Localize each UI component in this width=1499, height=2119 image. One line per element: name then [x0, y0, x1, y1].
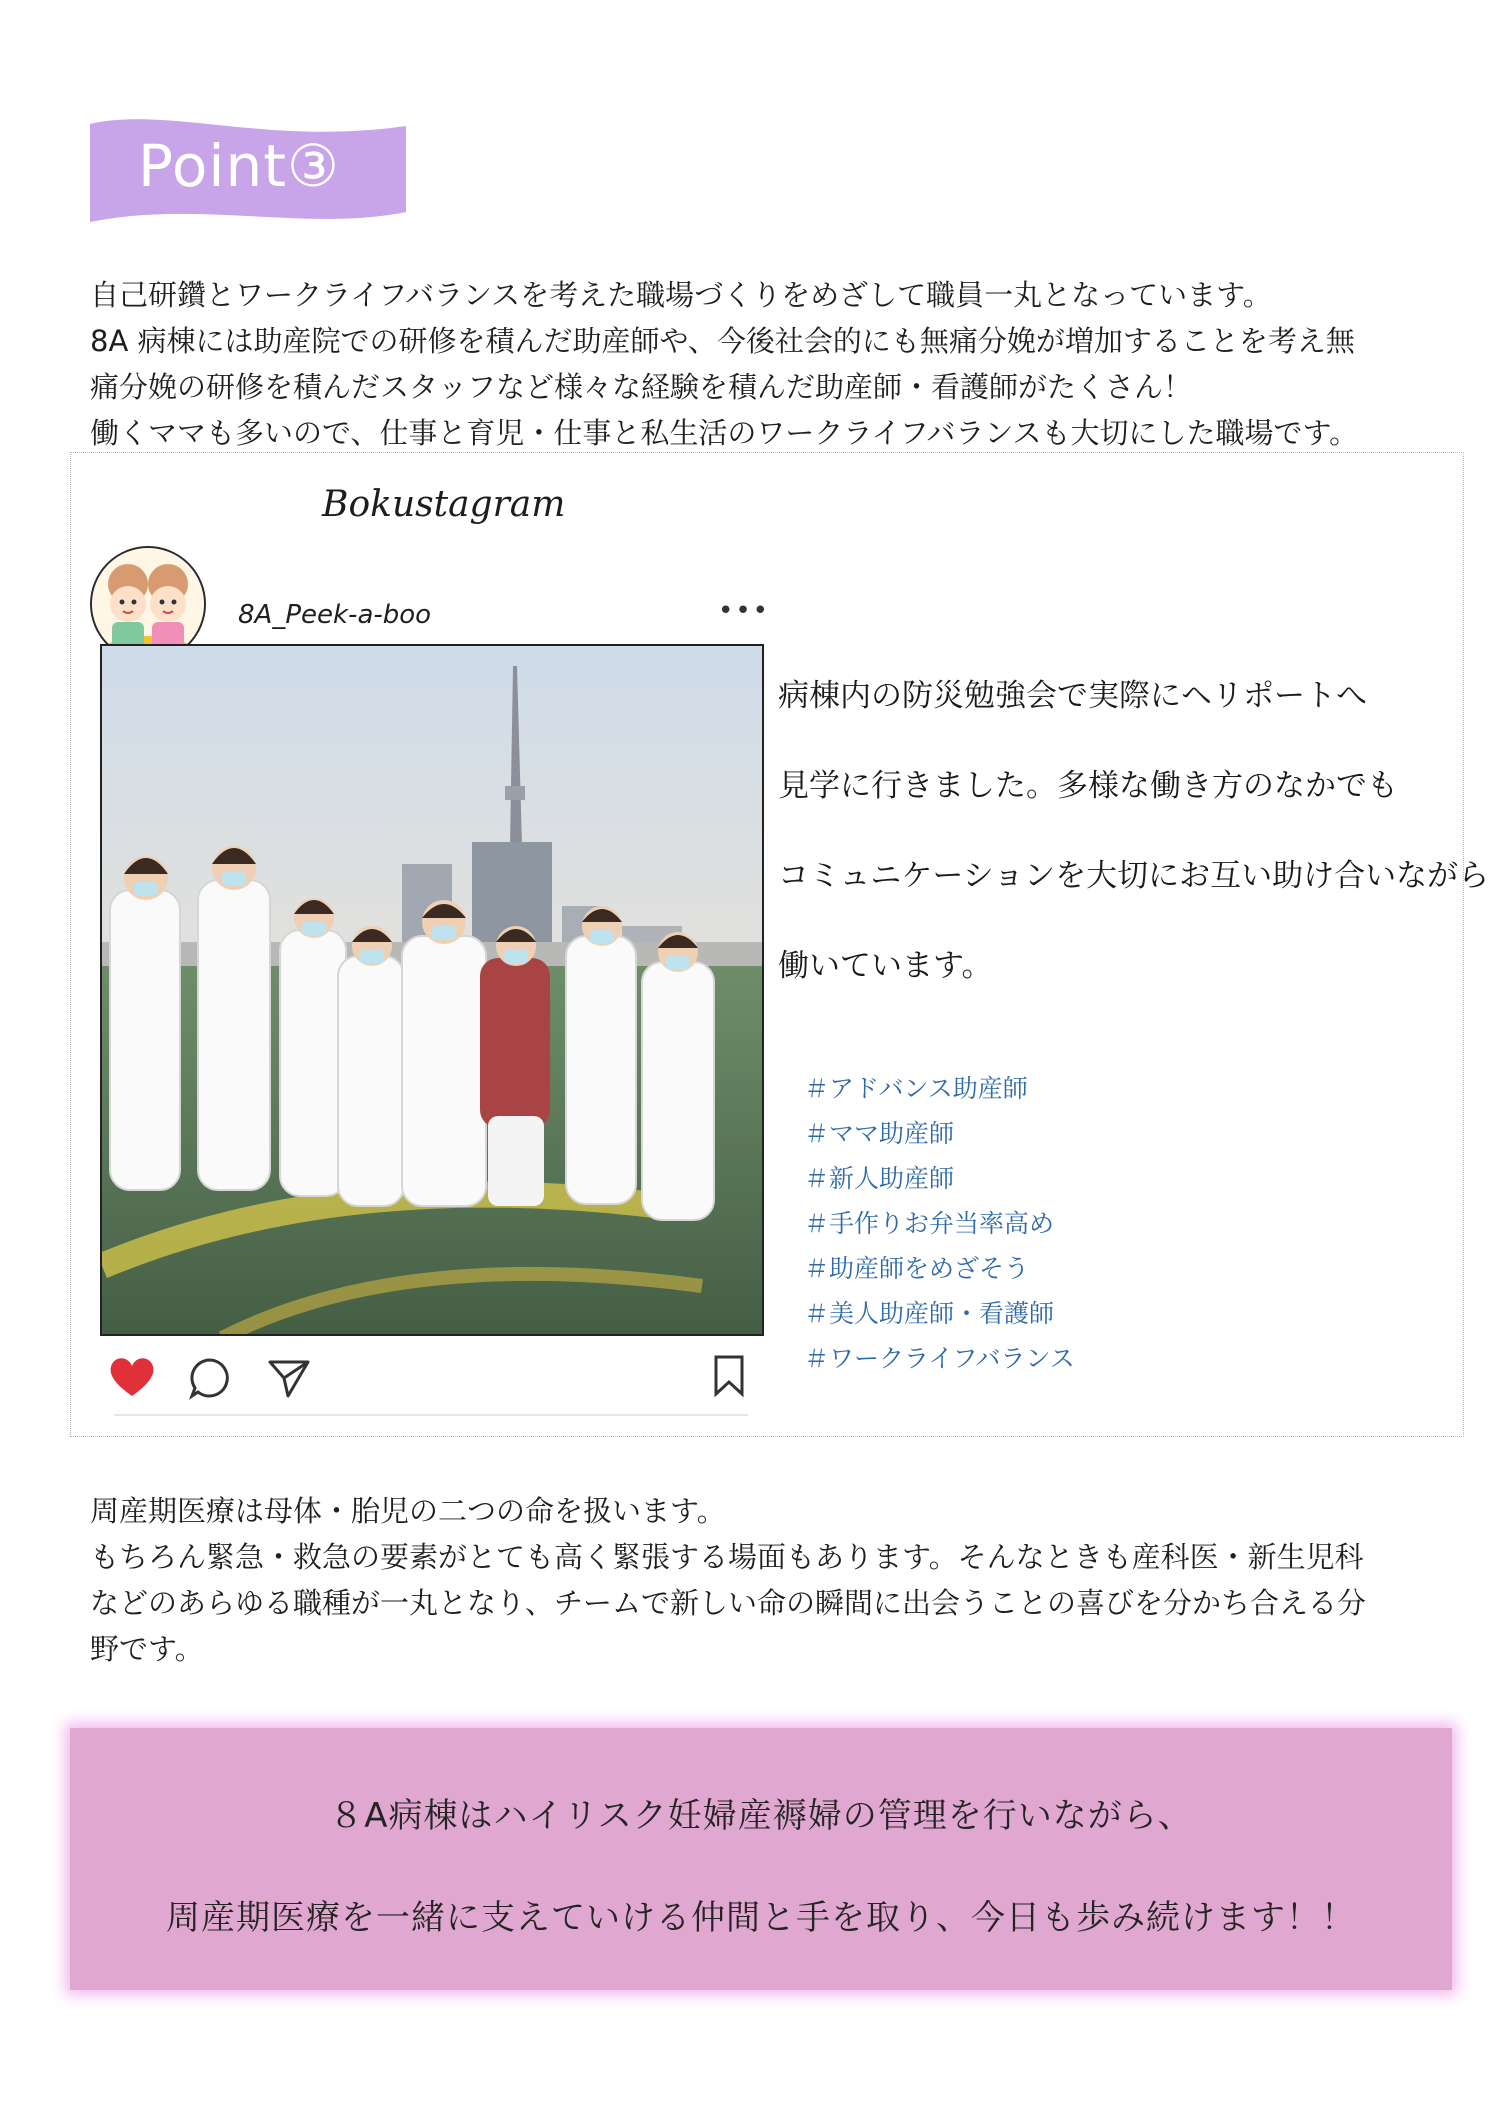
- post-caption: [778, 678, 1489, 1038]
- comment-icon[interactable]: [188, 1356, 232, 1400]
- more-options-icon[interactable]: •••: [718, 596, 771, 626]
- hashtag-link[interactable]: ＃助産師をめざそう: [804, 1254, 1030, 1283]
- outro-line: もちろん緊急・救急の要素がとても高く緊張する場面もあります。そんなときも産科医・新生児科: [90, 1540, 1364, 1574]
- like-heart-icon[interactable]: [108, 1354, 156, 1398]
- closing-line-1: ８A病棟はハイリスク妊婦産褥婦の管理を行いながら、: [329, 1796, 1193, 1836]
- caption-line: コミュニケーションを大切にお互い助け合いながら: [778, 858, 1490, 894]
- intro-line: 8A 病棟には助産院での研修を積んだ助産師や、今後社会的にも無痛分娩が増加することを考え無: [90, 324, 1355, 358]
- post-photo: [100, 644, 764, 1336]
- helipad-group-photo: [102, 646, 764, 1336]
- bookmark-icon[interactable]: [712, 1354, 746, 1398]
- outro-paragraph: [90, 1488, 1366, 1672]
- point-heading: Point③: [138, 132, 341, 200]
- point-banner: [88, 112, 408, 230]
- hashtag-link[interactable]: ＃美人助産師・看護師: [804, 1299, 1055, 1328]
- hashtag-link[interactable]: ＃ワークライフバランス: [804, 1344, 1075, 1373]
- closing-message-box: [70, 1728, 1452, 1990]
- hashtag-link[interactable]: ＃アドバンス助産師: [804, 1074, 1028, 1103]
- hashtag-list: [804, 1066, 1075, 1381]
- app-brand: Bokustagram: [322, 484, 566, 525]
- caption-line: 病棟内の防災勉強会で実際にヘリポートへ: [778, 678, 1367, 714]
- caption-line: 見学に行きました。多様な働き方のなかでも: [778, 768, 1398, 804]
- post-username[interactable]: 8A_Peek-a-boo: [238, 600, 432, 630]
- outro-line: などのあらゆる職種が一丸となり、チームで新しい命の瞬間に出会うことの喜びを分かち合える分: [90, 1586, 1367, 1620]
- intro-line: 自己研鑽とワークライフバランスを考えた職場づくりをめざして職員一丸となっています。: [90, 278, 1272, 312]
- hashtag-link[interactable]: ＃手作りお弁当率高め: [804, 1209, 1055, 1238]
- outro-line: 野です。: [90, 1632, 204, 1666]
- outro-line: 周産期医療は母体・胎児の二つの命を扱います。: [90, 1494, 726, 1528]
- hashtag-link[interactable]: ＃新人助産師: [804, 1164, 955, 1193]
- intro-line: 痛分娩の研修を積んだスタッフなど様々な経験を積んだ助産師・看護師がたくさん！: [90, 370, 1193, 404]
- hashtag-link[interactable]: ＃ママ助産師: [804, 1119, 955, 1148]
- post-divider: [114, 1414, 748, 1416]
- intro-line: 働くママも多いので、仕事と育児・仕事と私生活のワークライフバランスも大切にした職場です。: [90, 416, 1359, 450]
- intro-paragraph: [90, 272, 1358, 456]
- share-send-icon[interactable]: [266, 1356, 312, 1400]
- closing-line-2: 周産期医療を一緒に支えていける仲間と手を取り、今日も歩み続けます！！: [166, 1898, 1356, 1938]
- caption-line: 働いています。: [778, 948, 993, 984]
